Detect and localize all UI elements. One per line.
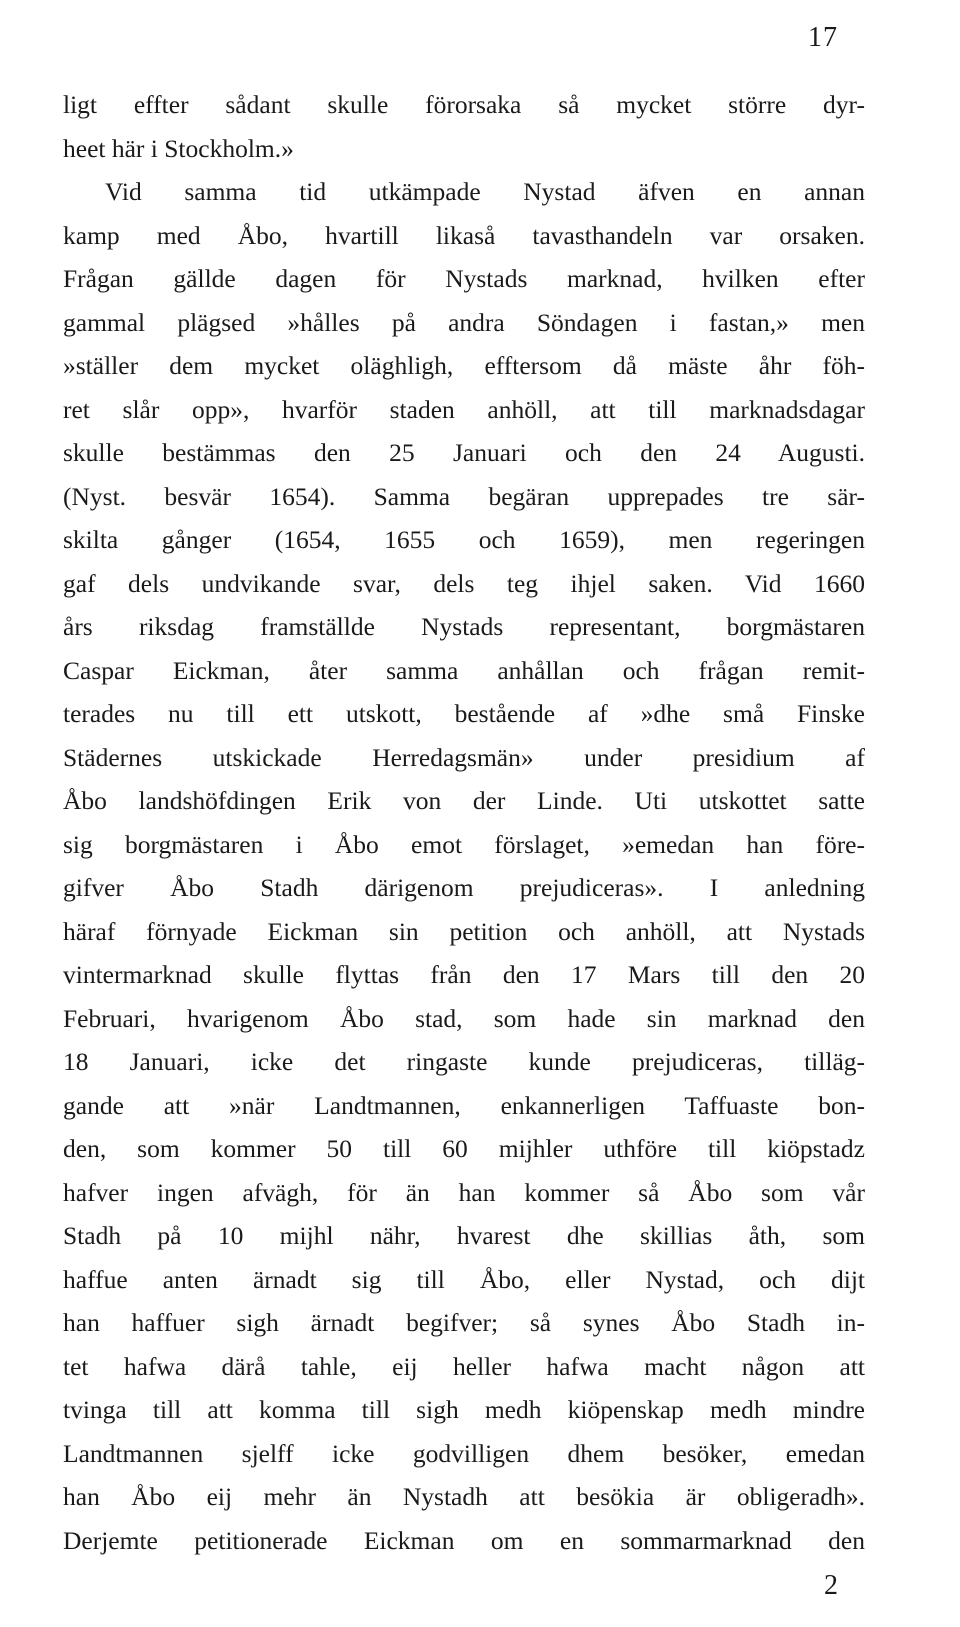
text-line: Städernes utskickade Herredagsmän» under presidium af — [63, 742, 865, 772]
text-line: gammal plägsed »hålles på andra Söndagen i fastan,» men — [63, 307, 865, 337]
text-line: Februari, hvarigenom Åbo stad, som hade sin marknad den — [63, 1003, 865, 1033]
text-line: vintermarknad skulle flyttas från den 17 Mars till den 20 — [63, 960, 865, 989]
text-line: tet hafwa därå tahle, eij heller hafwa macht någon att — [63, 1351, 865, 1381]
text-line: haffue anten ärnadt sig till Åbo, eller Nystad, och dijt — [63, 1264, 865, 1294]
text-line: ret slår opp», hvarför staden anhöll, att till marknadsdagar — [63, 394, 865, 424]
text-line: terades nu till ett utskott, bestående af »dhe små Finske — [63, 699, 865, 728]
text-line: Derjemte petitionerade Eickman om en sommarmarknad den — [63, 1525, 865, 1555]
text-line: Frågan gällde dagen för Nystads marknad, hvilken efter — [63, 264, 865, 293]
signature-mark: 2 — [824, 1570, 838, 1601]
text-line: ligt effter sådant skulle förorsaka så mycket större dyr- — [63, 90, 865, 119]
text-line: Landtmannen sjelff icke godvilligen dhem besöker, emedan — [63, 1438, 865, 1468]
text-line: den, som kommer 50 till 60 mijhler uthföre till kiöpstadz — [63, 1134, 865, 1163]
body-text — [63, 83, 865, 1562]
text-line: års riksdag framställde Nystads representant, borgmästaren — [63, 612, 865, 641]
text-line: skilta gånger (1654, 1655 och 1659), men regeringen — [63, 525, 865, 554]
text-line: gande att »när Landtmannen, enkannerligen Taffuaste bon- — [63, 1090, 865, 1120]
text-line: häraf förnyade Eickman sin petition och anhöll, att Nystads — [63, 916, 865, 946]
text-line: Vid samma tid utkämpade Nystad äfven en annan — [105, 177, 865, 206]
text-line: Stadh på 10 mijhl nähr, hvarest dhe skillias åth, som — [63, 1221, 865, 1250]
text-line: han Åbo eij mehr än Nystadh att besökia är obligeradh». — [63, 1482, 865, 1511]
text-line: han haffuer sigh ärnadt begifver; så synes Åbo Stadh in- — [63, 1308, 865, 1337]
text-line: skulle bestämmas den 25 Januari och den 24 Augusti. — [63, 438, 865, 467]
text-line: hafver ingen afvägh, för än han kommer så Åbo som vår — [63, 1177, 865, 1207]
text-line: gaf dels undvikande svar, dels teg ihjel saken. Vid 1660 — [63, 568, 865, 598]
text-line: gifver Åbo Stadh därigenom prejudiceras». I anledning — [63, 873, 865, 902]
text-line: heet här i Stockholm.» — [63, 133, 294, 163]
text-line: kamp med Åbo, hvartill likaså tavasthandeln var orsaken. — [63, 220, 865, 250]
text-line: »ställer dem mycket oläghligh, efftersom då mäste åhr föh- — [63, 351, 865, 380]
text-line: (Nyst. besvär 1654). Samma begäran upprepades tre sär- — [63, 481, 865, 511]
text-line: sig borgmästaren i Åbo emot förslaget, »emedan han före- — [63, 829, 865, 859]
text-line: 18 Januari, icke det ringaste kunde prejudiceras, tilläg- — [63, 1047, 865, 1076]
text-line: Åbo landshöfdingen Erik von der Linde. Uti utskottet satte — [63, 786, 865, 815]
text-line: Caspar Eickman, åter samma anhållan och frågan remit- — [63, 655, 865, 685]
text-line: tvinga till att komma till sigh medh kiöpenskap medh mindre — [63, 1395, 865, 1424]
page-number: 17 — [808, 22, 838, 53]
